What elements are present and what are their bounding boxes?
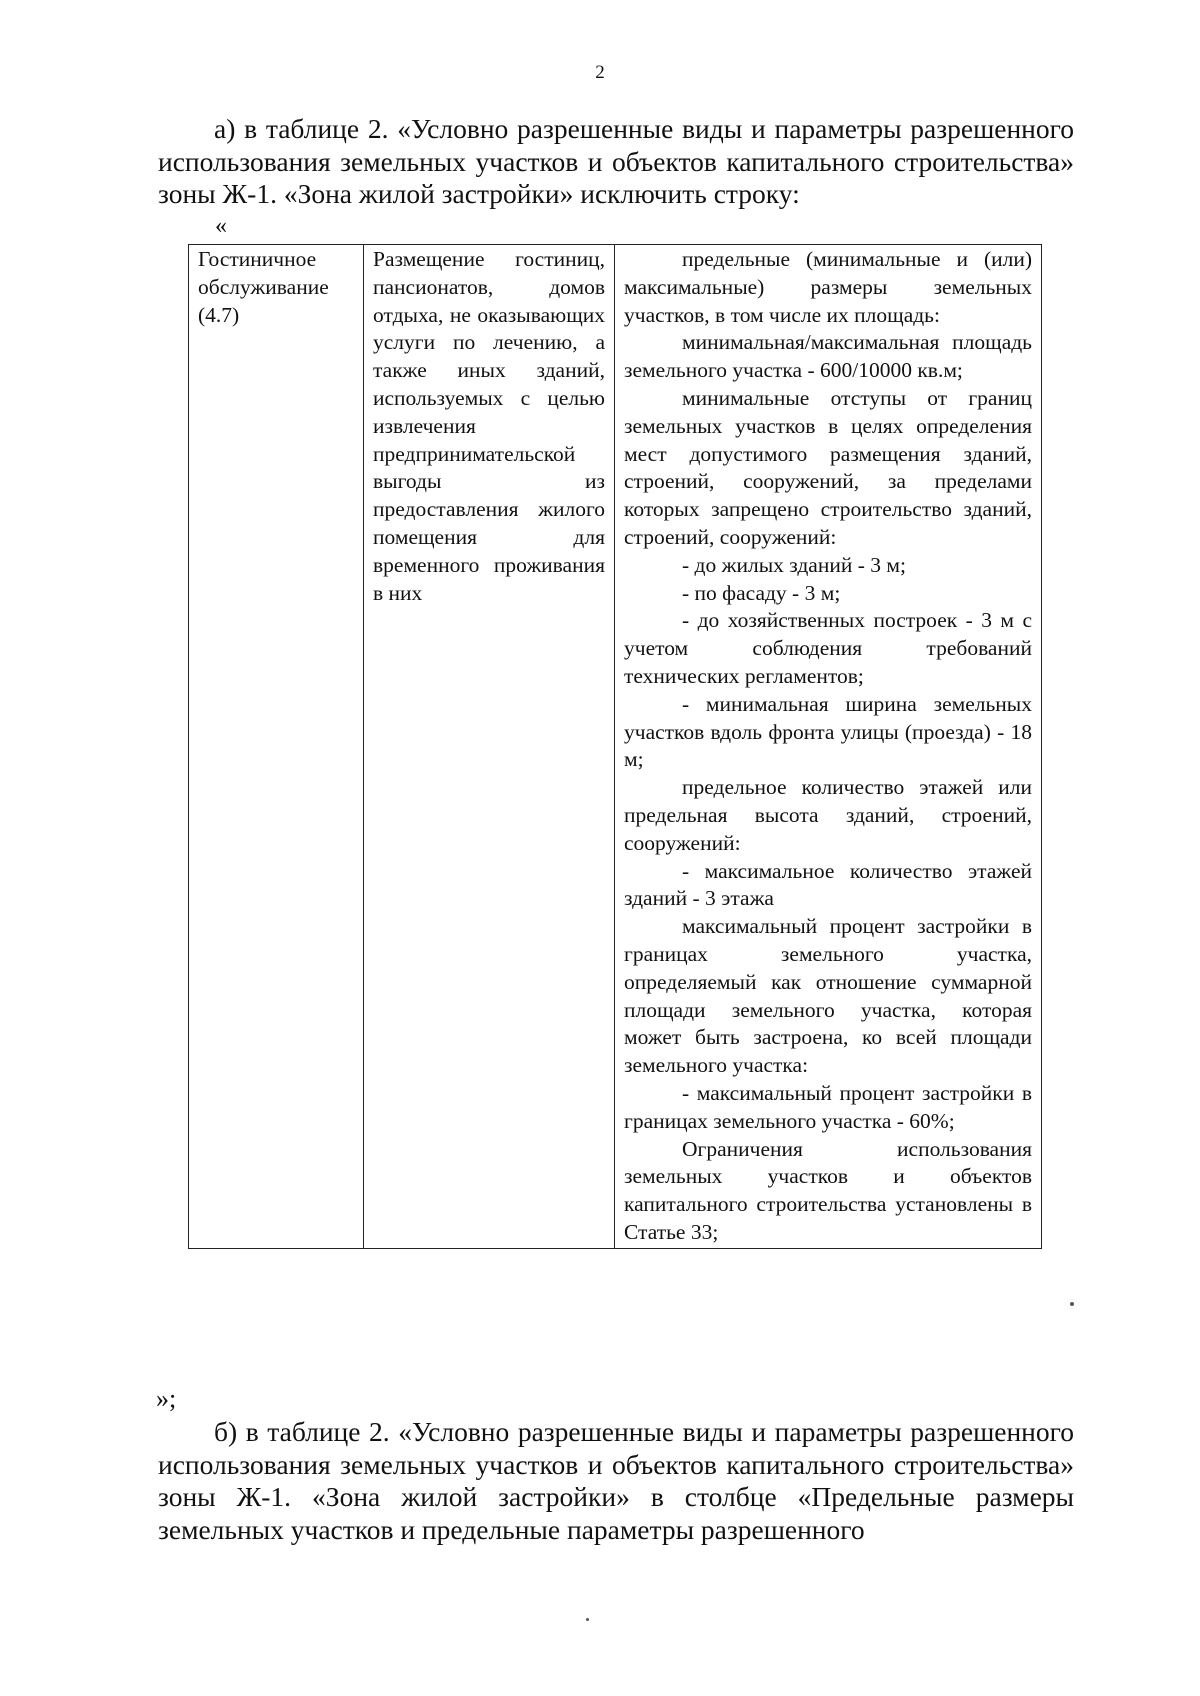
description-text: Размещение гостиниц, пансионатов, домов отдыха, не оказывающих услуги по лечению, а также иных зданий, используемых с целью извлечения предпринимательской выгоды из предоставления жилого помещения для временного проживания в них [373, 247, 605, 605]
parameter-item: - по фасаду - 3 м; [682, 580, 841, 605]
parameter-item: предельные (минимальные и (или) максимальные) размеры земельных участков, в том числе их площадь: [624, 247, 1032, 327]
closing-quote: »; [156, 1384, 177, 1413]
parameter-item: - минимальная ширина земельных участков вдоль фронта улицы (проезда) - 18 м; [624, 691, 1032, 772]
parameter-item: Ограничения использования земельных участков и объектов капитального строительства установлены в Статье 33; [624, 1136, 1032, 1244]
excluded-row-table [188, 244, 1042, 1249]
scan-speck [586, 1618, 589, 1621]
parameter-item: предельное количество этажей или предельная высота зданий, строений, сооружений: [624, 775, 1032, 855]
parameter-item: - до жилых зданий - 3 м; [682, 552, 906, 577]
opening-quote: « [215, 213, 227, 239]
parameters-cell [615, 245, 1042, 1249]
parameter-item: максимальный процент застройки в границах земельного участка, определяемый как отношение суммарной площади земельного участка, которая может быть застроена, ко всей площади земельного участка: [624, 914, 1032, 1078]
paragraph-b-text: б) в таблице 2. «Условно разрешенные виды и параметры разрешенного использования земельных участков и объектов капитального строительства» зоны Ж-1. «Зона жилой застройки» в столбце «Предельные размеры земельных участков и предельные параметры разрешенного [158, 1416, 1074, 1545]
table-row [189, 245, 1042, 1249]
parameter-item: - до хозяйственных построек - 3 м с учетом соблюдения требований технических регламентов; [624, 608, 1032, 688]
paragraph-a-text: а) в таблице 2. «Условно разрешенные виды и параметры разрешенного использования земельных участков и объектов капитального строительства» зоны Ж-1. «Зона жилой застройки» исключить строку: [158, 113, 1074, 209]
parameter-item: - максимальное количество этажей зданий - 3 этажа [624, 858, 1032, 911]
paragraph-b [158, 1416, 1074, 1546]
paragraph-a [158, 113, 1074, 211]
parameter-item: минимальные отступы от границ земельных участков в целях определения мест допустимого размещения зданий, строений, сооружений, за пределами которых запрещено строительство зданий, строений, сооружений: [624, 385, 1032, 549]
parameter-item: - максимальный процент застройки в границах земельного участка - 60%; [624, 1080, 1032, 1133]
description-cell [364, 245, 615, 1249]
scan-speck [1070, 1302, 1074, 1306]
parameter-item: минимальная/максимальная площадь земельного участка - 600/10000 кв.м; [624, 330, 1032, 383]
page-number: 2 [595, 62, 605, 83]
use-type-cell: Гостиничное обслуживание (4.7) [189, 245, 364, 1249]
